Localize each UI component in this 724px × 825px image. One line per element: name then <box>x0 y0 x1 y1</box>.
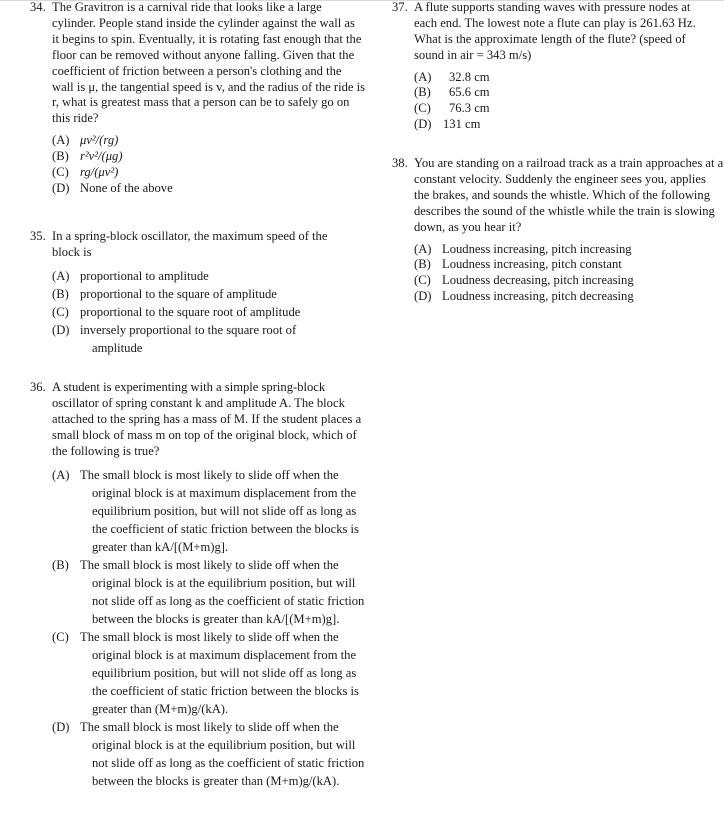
question-text: The Gravitron is a carnival ride that looks like a large cylinder. People stand inside the cylinder against the wall as it begins to spin. Eventually, it is rotating fast enough that the floor can be removed without anyone falling. Given that the coefficient of friction between a person's clothing and the wall is μ, the tangential speed is v, and the radius of the ride is r, what is greatest mass that a person can be to safely go on this ride? <box>52 0 366 126</box>
question-text: A flute supports standing waves with pressure nodes at each end. The lowest note a flute can play is 261.63 Hz. What is the approximate length of the flute? (speed of sound in air = 343 m/s) <box>414 0 696 62</box>
choice-b: (B) 65.6 cm <box>414 85 490 100</box>
choice-c: (C) Loudness decreasing, pitch increasing <box>414 273 634 288</box>
choice-b: (B) r²v²/(μg) <box>52 149 123 164</box>
choice-a: (A) 32.8 cm <box>414 69 490 84</box>
choice-d: (D) 131 cm <box>414 117 481 132</box>
choice-d: (D) Loudness increasing, pitch decreasing <box>414 288 634 303</box>
choice-a: (A) μv²/(rg) <box>52 133 119 148</box>
choice-c: (C) 76.3 cm <box>414 101 490 116</box>
choice-d: (D) inversely proportional to the square root of amplitude <box>52 322 297 355</box>
question-number: 36. <box>30 380 46 394</box>
question-text: A student is experimenting with a simple spring-block oscillator of spring constant k and amplitude A. The block attached to the spring has a mass of M. If the student places a small block of mass m on top of the original block, which of the following is true? <box>52 380 362 458</box>
choice-d: (D) The small block is most likely to slide off when the original block is at the equilibrium position, but will not slide off as long as the coefficient of static friction between the blocks is greater than (M+m)g/(kA). <box>52 719 365 788</box>
choice-b: (B) Loudness increasing, pitch constant <box>414 257 622 272</box>
choice-c: (C) rg/(μv²) <box>52 164 119 179</box>
question-text: In a spring-block oscillator, the maximum speed of the block is <box>52 229 328 259</box>
question-text: You are standing on a railroad track as a train approaches at a constant velocity. Suddenly the engineer sees you, applies the brakes, and sounds the whistle. Which of the following describes the sound of the whistle while the train is slowing down, as you hear it? <box>414 156 724 234</box>
choice-c: (C) proportional to the square root of amplitude <box>52 304 301 319</box>
question-35 <box>30 229 350 357</box>
choice-d: (D) None of the above <box>52 180 173 195</box>
question-number: 37. <box>392 0 408 14</box>
choice-a: (A) Loudness increasing, pitch increasing <box>414 241 632 256</box>
choice-c: (C) The small block is most likely to slide off when the original block is at maximum displacement from the equilibrium position, but will not slide off as long as the coefficient of static friction between the blocks is greater than (M+m)g/(kA). <box>52 629 359 716</box>
question-number: 35. <box>30 229 46 243</box>
question-37 <box>392 0 714 133</box>
question-36 <box>30 380 365 790</box>
choice-a: (A) The small block is most likely to slide off when the original block is at maximum displacement from the equilibrium position, but will not slide off as long as the coefficient of static friction between the blocks is greater than kA/[(M+m)g]. <box>52 467 359 554</box>
question-38 <box>392 156 724 305</box>
question-34 <box>30 0 365 196</box>
choice-b: (B) proportional to the square of amplitude <box>52 286 277 301</box>
question-number: 34. <box>30 0 46 14</box>
choice-b: (B) The small block is most likely to slide off when the original block is at the equilibrium position, but will not slide off as long as the coefficient of static friction between the blocks is greater than kA/[(M+m)g]. <box>52 557 365 626</box>
choice-a: (A) proportional to amplitude <box>52 268 209 283</box>
question-number: 38. <box>392 156 408 170</box>
